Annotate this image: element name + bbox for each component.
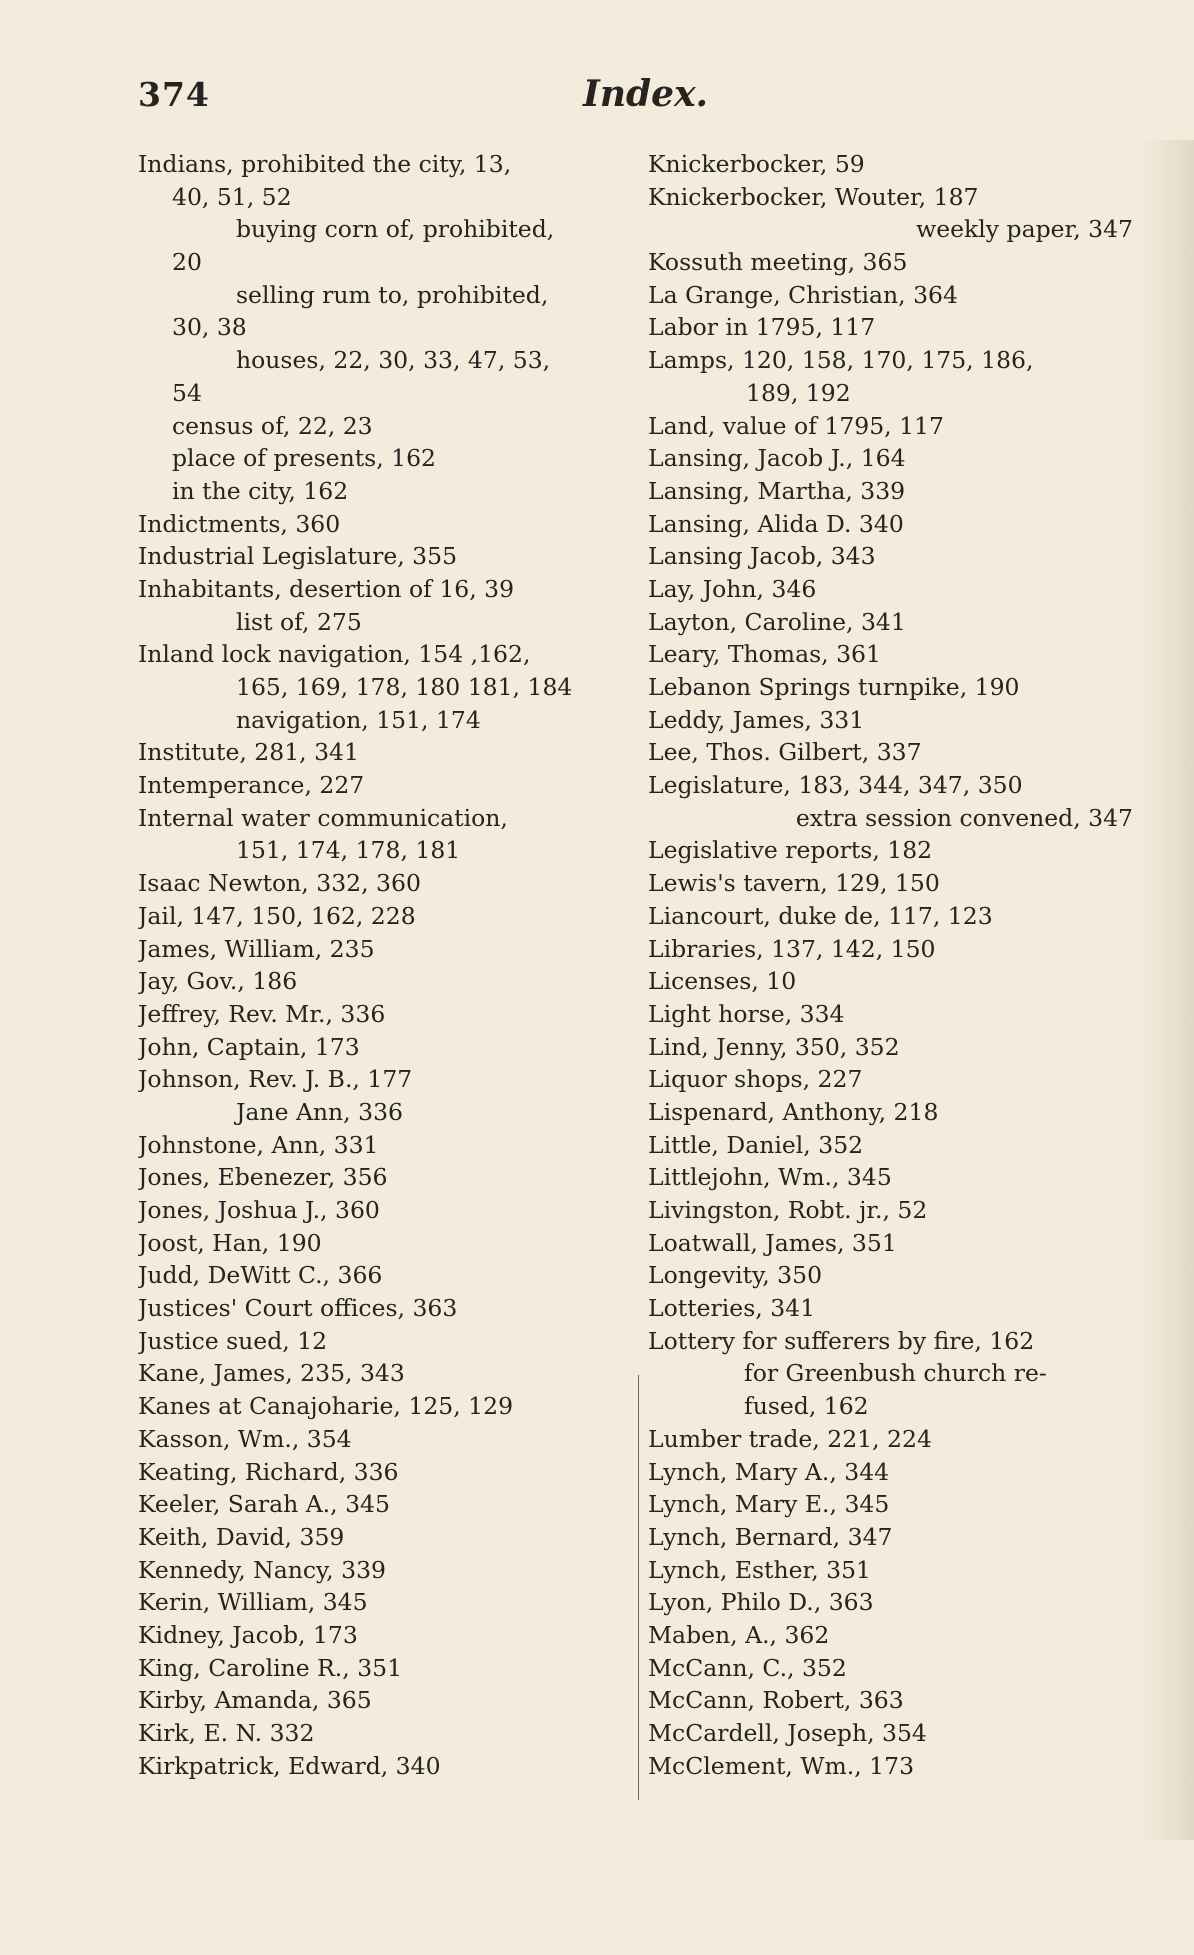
index-entry: Leddy, James, 331 [648,705,865,734]
index-entry: Lewis's tavern, 129, 150 [648,869,940,898]
index-entry: Joost, Han, 190 [138,1228,322,1257]
index-entry: McCann, Robert, 363 [648,1686,904,1715]
index-entry: 54 [172,378,202,407]
index-entry: 189, 192 [746,378,851,407]
index-entry: McCann, C., 352 [648,1653,847,1682]
index-entry: Lotteries, 341 [648,1294,816,1323]
index-entry: 40, 51, 52 [172,182,292,211]
index-entry: Inland lock navigation, 154 ,162, [138,640,531,669]
index-entry: Lynch, Esther, 351 [648,1555,871,1584]
index-entry: Maben, A., 362 [648,1620,830,1649]
index-entry: Kennedy, Nancy, 339 [138,1555,386,1584]
index-entry: Light horse, 334 [648,999,845,1028]
index-column-right [648,148,1133,1782]
index-entry: Loatwall, James, 351 [648,1228,897,1257]
page-edge-shadow [1140,140,1194,1840]
index-entry: Johnstone, Ann, 331 [138,1130,379,1159]
index-entry: Lumber trade, 221, 224 [648,1424,932,1453]
index-entry: navigation, 151, 174 [236,705,481,734]
index-entry: Lyon, Philo D., 363 [648,1588,874,1617]
index-entry: Lebanon Springs turnpike, 190 [648,673,1020,701]
index-entry: Lansing, Martha, 339 [648,476,906,505]
index-entry: Indictments, 360 [138,509,341,538]
index-entry: James, William, 235 [138,934,375,963]
index-entry: Lottery for sufferers by fire, 162 [648,1326,1035,1355]
index-entry: Institute, 281, 341 [138,738,359,767]
index-entry: Jeffrey, Rev. Mr., 336 [138,999,386,1028]
index-entry: census of, 22, 23 [172,411,373,440]
index-entry: Lynch, Bernard, 347 [648,1522,893,1551]
index-entry: McCardell, Joseph, 354 [648,1719,927,1747]
index-entry: Lynch, Mary E., 345 [648,1490,890,1519]
index-entry: Keith, David, 359 [138,1522,345,1551]
index-entry: Inhabitants, desertion of 16, 39 [138,574,515,603]
index-entry: Kanes at Canajoharie, 125, 129 [138,1392,514,1421]
index-entry: Isaac Newton, 332, 360 [138,869,421,898]
index-entry: list of, 275 [236,607,362,636]
index-entry: Libraries, 137, 142, 150 [648,934,936,963]
index-entry: Johnson, Rev. J. B., 177 [138,1065,413,1094]
index-entry: Jail, 147, 150, 162, 228 [138,901,416,930]
index-entry: Knickerbocker, Wouter, 187 [648,182,979,211]
index-entry: Legislature, 183, 344, 347, 350 [648,771,1023,800]
index-entry: Justice sued, 12 [138,1326,328,1355]
index-entry: Jane Ann, 336 [236,1097,403,1126]
index-entry: Internal water communication, [138,803,508,832]
index-entry: weekly paper, 347 [916,215,1133,244]
index-entry: in the city, 162 [172,476,349,505]
index-entry: Kossuth meeting, 365 [648,248,908,277]
index-entry: Kirby, Amanda, 365 [138,1686,372,1715]
index-entry: La Grange, Christian, 364 [648,280,958,309]
index-entry: houses, 22, 30, 33, 47, 53, [236,346,551,375]
column-divider [638,1375,639,1800]
index-entry: Indians, prohibited the city, 13, [138,150,512,178]
index-entry: 20 [172,248,202,277]
index-entry: John, Captain, 173 [138,1032,360,1061]
index-entry: Lind, Jenny, 350, 352 [648,1032,900,1061]
index-entry: Lansing, Alida D. 340 [648,509,904,538]
index-entry: Kasson, Wm., 354 [138,1424,352,1453]
index-entry: Little, Daniel, 352 [648,1130,864,1159]
index-entry: Lay, John, 346 [648,574,817,603]
index-entry: Lamps, 120, 158, 170, 175, 186, [648,346,1034,375]
index-entry: Lansing, Jacob J., 164 [648,444,906,473]
index-entry: Judd, DeWitt C., 366 [138,1261,383,1290]
index-entry: Kerin, William, 345 [138,1588,368,1617]
index-entry: Lispenard, Anthony, 218 [648,1097,939,1126]
index-column-left [138,148,623,1782]
index-entry: Land, value of 1795, 117 [648,411,944,440]
index-entry: Jones, Ebenezer, 356 [138,1163,388,1192]
index-entry: Kirkpatrick, Edward, 340 [138,1751,441,1780]
page-header [138,73,709,125]
running-head: Index. [583,73,709,115]
index-entry: 151, 174, 178, 181 [236,836,461,865]
index-entry: Labor in 1795, 117 [648,313,876,342]
index-entry: McClement, Wm., 173 [648,1751,915,1780]
index-entry: Lee, Thos. Gilbert, 337 [648,738,922,767]
index-entry: Leary, Thomas, 361 [648,640,881,669]
index-entry: selling rum to, prohibited, [236,280,549,309]
index-entry: Kane, James, 235, 343 [138,1359,405,1388]
index-entry: King, Caroline R., 351 [138,1653,403,1682]
index-entry: Keeler, Sarah A., 345 [138,1490,390,1519]
index-entry: 165, 169, 178, 180 181, 184 [236,673,573,701]
index-entry: Livingston, Robt. jr., 52 [648,1196,928,1224]
index-entry: Layton, Caroline, 341 [648,607,906,636]
index-entry: Littlejohn, Wm., 345 [648,1163,892,1192]
index-entry: for Greenbush church re- [744,1359,1047,1388]
page-number: 374 [138,75,210,114]
index-entry: Justices' Court offices, 363 [138,1294,458,1323]
index-entry: Longevity, 350 [648,1261,823,1290]
index-entry: fused, 162 [744,1392,869,1421]
index-entry: Intemperance, 227 [138,771,365,800]
index-entry: Legislative reports, 182 [648,836,933,865]
index-entry: Kirk, E. N. 332 [138,1719,315,1747]
index-entry: Jones, Joshua J., 360 [138,1196,380,1224]
index-entry: Jay, Gov., 186 [138,967,298,996]
index-entry: Lansing Jacob, 343 [648,542,876,571]
index-entry: Liquor shops, 227 [648,1065,863,1094]
index-entry: place of presents, 162 [172,444,437,473]
index-entry: Licenses, 10 [648,967,797,996]
index-entry: Kidney, Jacob, 173 [138,1620,358,1649]
index-entry: Knickerbocker, 59 [648,150,865,178]
index-entry: buying corn of, prohibited, [236,215,555,244]
index-entry: 30, 38 [172,313,247,342]
index-entry: Industrial Legislature, 355 [138,542,458,571]
index-entry: Lynch, Mary A., 344 [648,1457,890,1486]
index-entry: extra session convened, 347 [795,803,1133,832]
index-entry: Liancourt, duke de, 117, 123 [648,901,993,930]
index-entry: Keating, Richard, 336 [138,1457,399,1486]
